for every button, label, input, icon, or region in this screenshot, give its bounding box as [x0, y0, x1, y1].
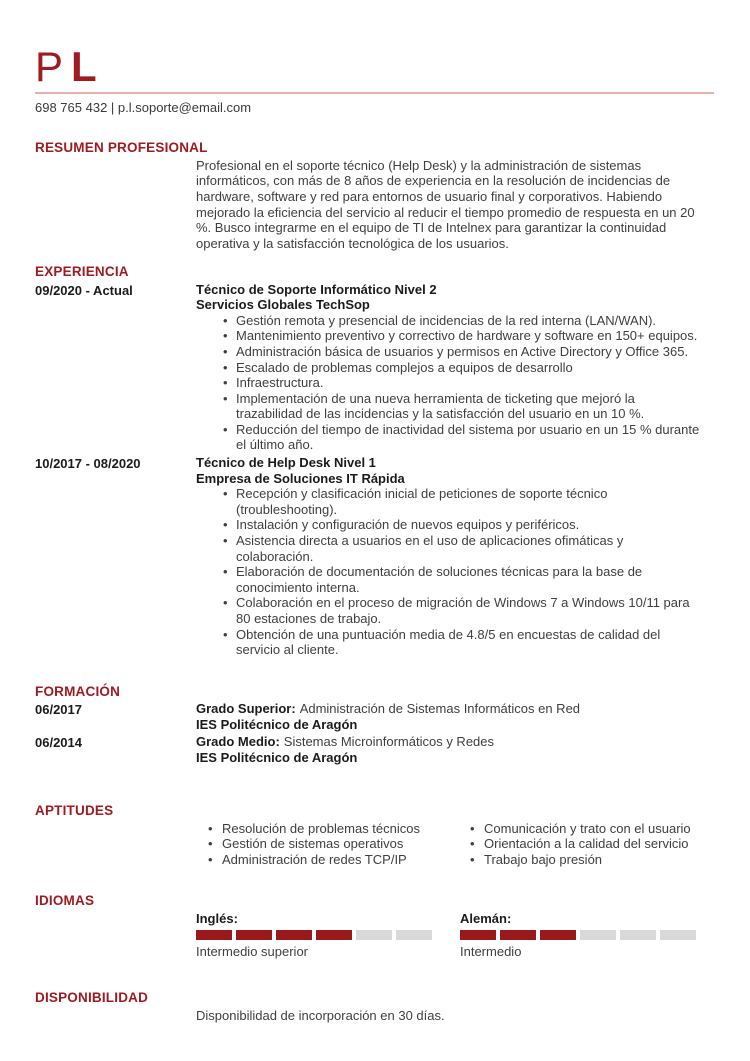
language-level-bar — [460, 930, 724, 940]
education-school: IES Politécnico de Aragón — [196, 716, 358, 732]
education-degree-name: Administración de Sistemas Informáticos en Red — [299, 700, 581, 716]
aptitude-item: • Administración de redes TCP/IP — [222, 852, 458, 868]
job-title: Técnico de Help Desk Nivel 1 — [196, 455, 376, 471]
job-bullet: • Instalación y configuración de nuevos equipos y periféricos. — [236, 517, 701, 533]
bar-segment-filled — [276, 930, 312, 940]
education-degree — [196, 734, 701, 750]
job-company: Servicios Globales TechSop — [196, 297, 370, 313]
language-row — [196, 911, 724, 960]
aptitude-item: • Gestión de sistemas operativos — [222, 836, 458, 852]
section-resumen-profesional — [35, 140, 714, 252]
education-school: IES Politécnico de Aragón — [196, 749, 358, 765]
section-experiencia — [35, 264, 714, 659]
language-name: Inglés: — [196, 910, 238, 926]
aptitude-item: • Resolución de problemas técnicos — [222, 821, 458, 837]
job-bullet: • Administración básica de usuarios y permisos en Active Directory y Office 365. — [236, 344, 701, 360]
bar-segment-filled — [540, 930, 576, 940]
language-level-text: Intermedio superior — [196, 944, 308, 960]
bar-segment-empty — [660, 930, 696, 940]
job-dates: 10/2017 - 08/2020 — [35, 456, 141, 472]
language-block — [196, 911, 460, 960]
language-name: Alemán: — [460, 910, 512, 926]
job-dates: 09/2020 - Actual — [35, 282, 133, 298]
education-entry — [196, 701, 701, 732]
education-degree-label: Grado Superior: — [196, 700, 296, 716]
job-entry — [196, 282, 701, 454]
bar-segment-empty — [356, 930, 392, 940]
aptitude-item: • Comunicación y trato con el usuario — [484, 821, 696, 837]
bar-segment-empty — [620, 930, 656, 940]
education-degree — [196, 701, 701, 717]
job-bullet: • Mantenimiento preventivo y correctivo de hardware y software en 150+ equipos. — [236, 328, 701, 344]
job-bullet: • Colaboración en el proceso de migración de Windows 7 a Windows 10/11 para 80 estaciones de trabajo. — [236, 595, 701, 626]
language-level-text: Intermedio — [460, 944, 522, 960]
resumen-label-spacer — [35, 157, 196, 252]
job-bullet: • Obtención de una puntuación media de 4.8/5 en encuestas de calidad del servicio al cliente. — [236, 627, 701, 658]
bar-segment-filled — [196, 930, 232, 940]
aptitude-item: • Orientación a la calidad del servicio — [484, 836, 696, 852]
bar-segment-filled — [236, 930, 272, 940]
logo-initials — [35, 43, 714, 90]
experiencia-title: EXPERIENCIA — [35, 264, 129, 280]
header-divider — [35, 92, 714, 94]
contact-line: 698 765 432 | p.l.soporte@email.com — [35, 100, 252, 115]
logo-initial-first: P — [35, 43, 65, 90]
section-idiomas — [35, 893, 714, 959]
job-bullet: • Elaboración de documentación de soluciones técnicas para la base de conocimiento interna. — [236, 564, 701, 595]
job-company: Empresa de Soluciones IT Rápida — [196, 470, 405, 486]
header — [35, 43, 714, 116]
aptitude-item: • Trabajo bajo presión — [484, 852, 696, 868]
education-date: 06/2014 — [35, 735, 82, 751]
idiomas-label-spacer — [35, 911, 196, 960]
formacion-title: FORMACIÓN — [35, 683, 121, 699]
aptitudes-title: APTITUDES — [35, 803, 114, 819]
education-degree-label: Grado Medio: — [196, 734, 280, 750]
section-aptitudes — [35, 803, 714, 867]
job-bullet: • Infraestructura. — [236, 375, 701, 391]
job-bullet: • Asistencia directa a usuarios en el uso de aplicaciones ofimáticas y colaboración. — [236, 533, 701, 564]
idiomas-title: IDIOMAS — [35, 893, 95, 909]
job-bullet: • Escalado de problemas complejos a equipos de desarrollo — [236, 360, 701, 376]
disponibilidad-label-spacer — [35, 1007, 196, 1024]
job-entry — [196, 455, 701, 658]
bar-segment-empty — [396, 930, 432, 940]
education-degree-name: Sistemas Microinformáticos y Redes — [283, 734, 495, 750]
language-block — [460, 911, 724, 960]
section-disponibilidad — [35, 990, 714, 1024]
summary-text: Profesional en el soporte técnico (Help Desk) y la administración de sistemas informáticos, con más de 8 años de experiencia en la resolución de incidencias de hardware, software y red para entornos de usuario final y corporativos. Habiendo mejorado la eficiencia del servicio al reducir el tiempo promedio de respuesta en un 20 %. Busco integrarme en el equipo de TI de Intelnex para garantizar la continuidad operativa y la satisfacción tecnológica de los usuarios. — [196, 157, 695, 251]
job-bullet: • Reducción del tiempo de inactividad del sistema por usuario en un 15 % durante el último año. — [236, 422, 701, 453]
bar-segment-empty — [580, 930, 616, 940]
resumen-title: RESUMEN PROFESIONAL — [35, 139, 208, 155]
job-title: Técnico de Soporte Informático Nivel 2 — [196, 281, 437, 297]
disponibilidad-text: Disponibilidad de incorporación en 30 días. — [196, 1007, 445, 1023]
job-bullet-list — [196, 486, 701, 658]
language-level-bar — [196, 930, 460, 940]
aptitudes-list-right — [458, 821, 696, 868]
bar-segment-filled — [460, 930, 496, 940]
section-formacion — [35, 684, 714, 768]
job-bullet: • Implementación de una nueva herramienta de ticketing que mejoró la trazabilidad de las incidencias y la satisfacción del usuario en un 10 %. — [236, 391, 701, 422]
bar-segment-filled — [316, 930, 352, 940]
aptitudes-list-left — [196, 821, 458, 868]
education-entry — [196, 734, 701, 765]
aptitudes-columns — [196, 821, 714, 868]
logo-initial-last: L — [71, 43, 98, 90]
job-bullet-list — [196, 313, 701, 453]
disponibilidad-title: DISPONIBILIDAD — [35, 989, 149, 1005]
education-date: 06/2017 — [35, 701, 82, 717]
aptitudes-label-spacer — [35, 821, 196, 868]
job-bullet: • Recepción y clasificación inicial de peticiones de soporte técnico (troubleshooting). — [236, 486, 701, 517]
bar-segment-filled — [500, 930, 536, 940]
job-bullet: • Gestión remota y presencial de incidencias de la red interna (LAN/WAN). — [236, 313, 701, 329]
